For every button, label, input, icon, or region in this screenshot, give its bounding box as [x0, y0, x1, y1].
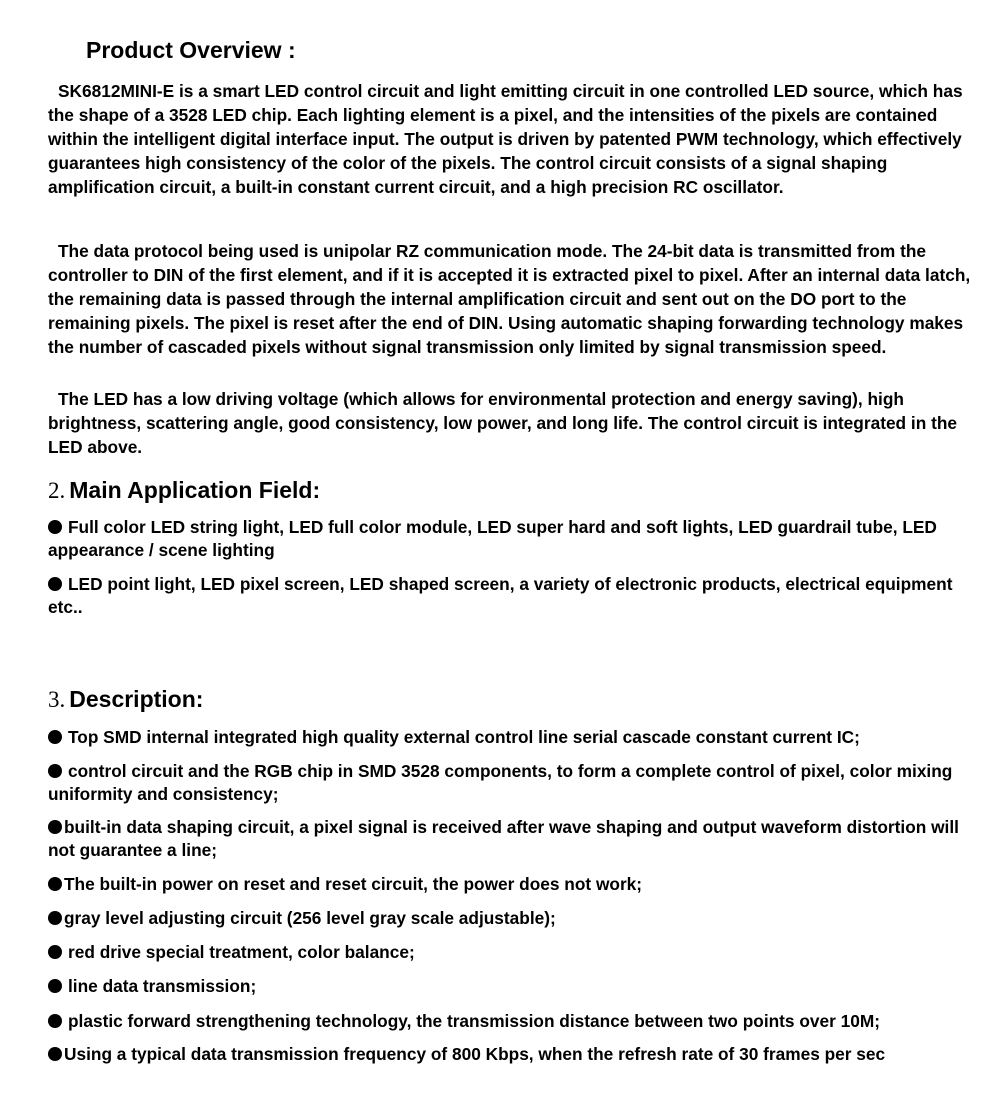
description-item: line data transmission; [48, 975, 983, 998]
description-item: The built-in power on reset and reset circuit, the power does not work; [48, 873, 983, 896]
bullet-icon [48, 1014, 62, 1028]
overview-paragraph-3: The LED has a low driving voltage (which allows for environmental protection and energy saving), high brightness, scattering angle, good consistency, low power, and long life. The control circuit is integrated in the LED above. [48, 389, 957, 457]
description-item: control circuit and the RGB chip in SMD 3528 components, to form a complete control of pixel, color mixing uniformity and consistency; [48, 761, 953, 804]
description-item: built-in data shaping circuit, a pixel signal is received after wave shaping and output waveform distortion will not guarantee a line; [48, 817, 959, 860]
description-heading [48, 684, 203, 715]
bullet-icon [48, 820, 62, 834]
description-item: Using a typical data transmission frequency of 800 Kbps, when the refresh rate of 30 frames per sec [48, 1043, 983, 1066]
bullet-icon [48, 577, 62, 591]
description-item: red drive special treatment, color balance; [48, 941, 983, 964]
bullet-icon [48, 911, 62, 925]
application-item: LED point light, LED pixel screen, LED shaped screen, a variety of electronic products, electrical equipment etc.. [48, 574, 953, 617]
overview-title: Product Overview : [86, 37, 296, 63]
description-item: Top SMD internal integrated high quality external control line serial cascade constant current IC; [48, 726, 983, 749]
bullet-icon [48, 877, 62, 891]
overview-paragraph-1: SK6812MINI-E is a smart LED control circuit and light emitting circuit in one controlled LED source, which has the shape of a 3528 LED chip. Each lighting element is a pixel, and the intensities of the pixels are contained within the intelligent digital interface input. The output is driven by patented PWM technology, which effectively guarantees high consistency of the color of the pixels. The control circuit consists of a signal shaping amplification circuit, a built-in constant current circuit, and a high precision RC oscillator. [48, 81, 963, 197]
bullet-icon [48, 945, 62, 959]
description-item: plastic forward strengthening technology, the transmission distance between two points over 10M; [48, 1010, 983, 1033]
bullet-icon [48, 1047, 62, 1061]
application-title: Main Application Field: [69, 477, 321, 503]
bullet-icon [48, 730, 62, 744]
description-number: 3. [48, 687, 66, 712]
description-title: Description: [69, 686, 204, 712]
application-item: Full color LED string light, LED full color module, LED super hard and soft lights, LED guardrail tube, LED appearance / scene lighting [48, 517, 937, 560]
application-number: 2. [48, 478, 66, 503]
bullet-icon [48, 979, 62, 993]
bullet-icon [48, 764, 62, 778]
application-heading [48, 475, 320, 506]
bullet-icon [48, 520, 62, 534]
overview-paragraph-2: The data protocol being used is unipolar RZ communication mode. The 24-bit data is transmitted from the controller to DIN of the first element, and if it is accepted it is extracted pixel to pixel. After an internal data latch, the remaining data is passed through the internal amplification circuit and sent out on the DO port to the remaining pixels. The pixel is reset after the end of DIN. Using automatic shaping forwarding technology makes the number of cascaded pixels without signal transmission only limited by signal transmission speed. [48, 241, 971, 357]
description-item: gray level adjusting circuit (256 level gray scale adjustable); [48, 907, 983, 930]
